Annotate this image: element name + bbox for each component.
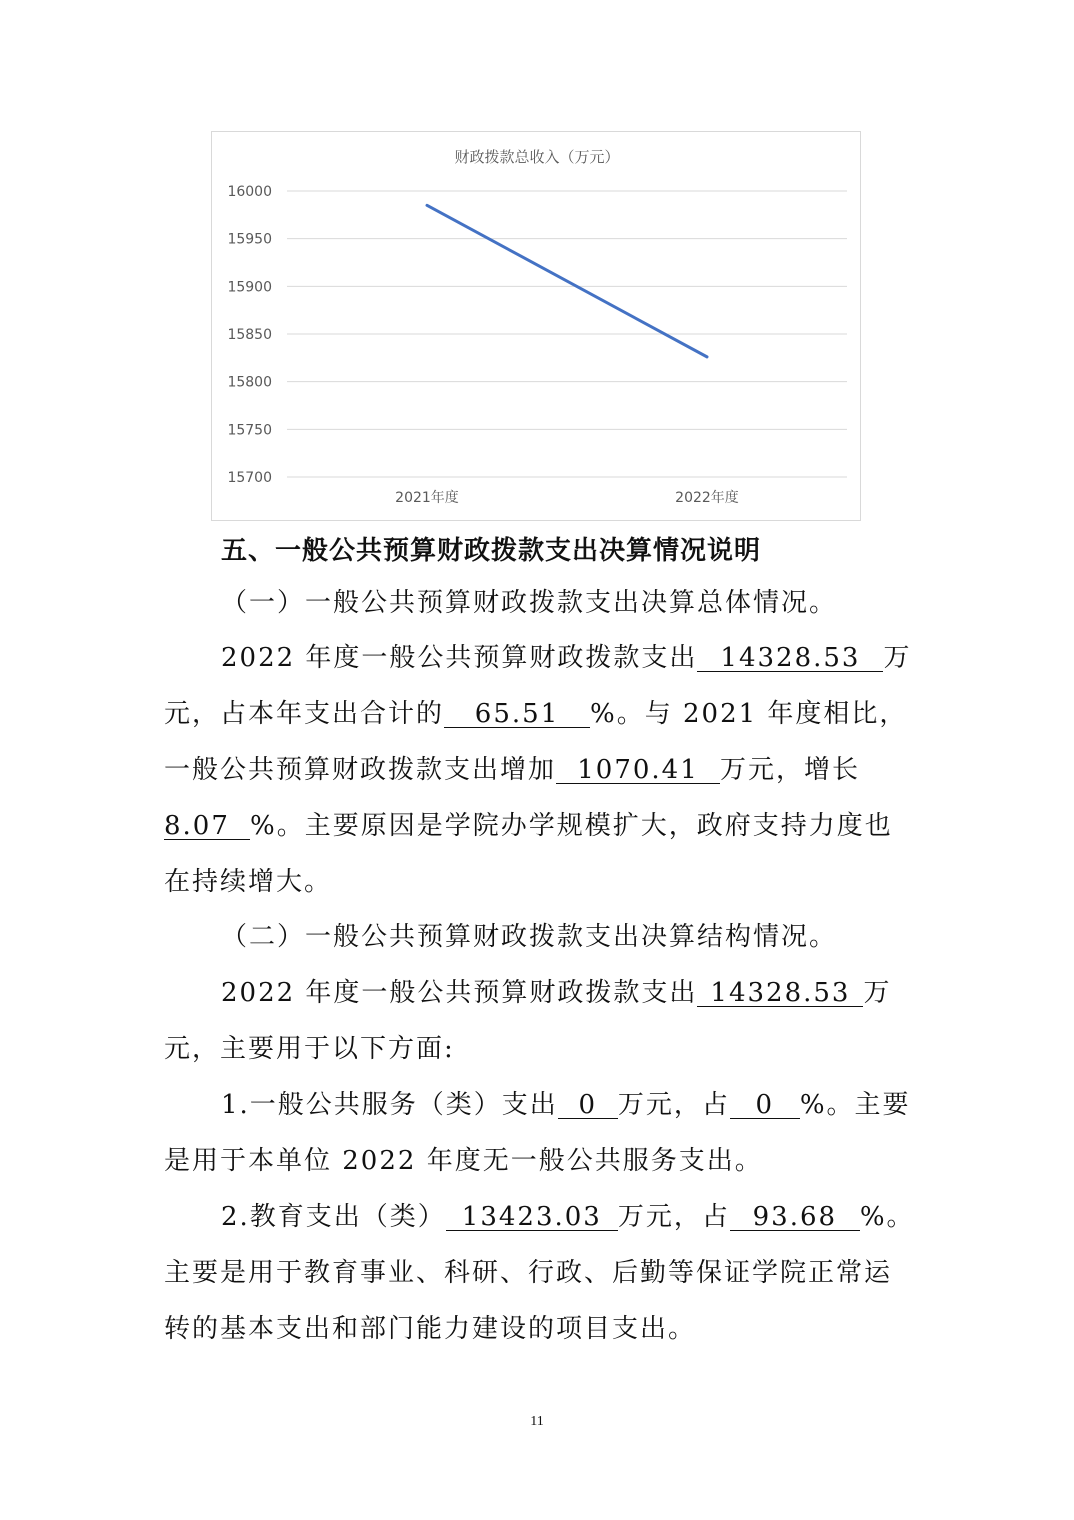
y-tick-label: 15700 (227, 470, 272, 486)
x-tick-label: 2022年度 (675, 490, 739, 506)
value-total-expenditure: 14328.53 (697, 645, 883, 672)
item2-line3: 转的基本支出和部门能力建设的项目支出。 (164, 1314, 697, 1344)
para1-line1 (221, 643, 911, 673)
value-increase: 1070.41 (556, 757, 720, 784)
para1-line5: 在持续增大。 (164, 867, 333, 897)
text: 2022 年度一般公共预算财政拨款支出 (221, 643, 698, 673)
text: %。主要原因是学院办学规模扩大，政府支持力度也 (250, 811, 893, 841)
text: 一般公共预算财政拨款支出增加 (164, 755, 557, 785)
value-education: 13423.03 (446, 1204, 618, 1231)
y-tick-label: 15850 (227, 327, 272, 343)
text: 2.教育支出（类） (221, 1202, 446, 1232)
value-general-service-percent: 0 (730, 1092, 800, 1119)
text: 万元，占 (617, 1090, 730, 1120)
text: %。 (859, 1202, 915, 1232)
para1-line4 (164, 811, 910, 841)
text: 1.一般公共服务（类）支出 (221, 1090, 558, 1120)
para2-line1 (221, 978, 911, 1008)
value-total-expenditure-2: 14328.53 (697, 980, 863, 1007)
y-tick-label: 15900 (227, 279, 272, 296)
item1-line2: 是用于本单位 2022 年度无一般公共服务支出。 (164, 1146, 763, 1176)
item2-line1 (221, 1202, 915, 1232)
subheading-1: （一）一般公共预算财政拨款支出决算总体情况。 (221, 588, 838, 618)
text: %。主要 (799, 1090, 911, 1120)
para1-line2 (164, 699, 910, 729)
text: 万 (863, 978, 892, 1008)
text: %。与 2021 年度相比， (590, 699, 908, 729)
subheading-2: （二）一般公共预算财政拨款支出决算结构情况。 (221, 922, 838, 952)
y-tick-label: 15750 (227, 422, 272, 439)
y-tick-label: 16000 (227, 184, 272, 200)
text: 万元，占 (617, 1202, 730, 1232)
para2-line2: 元，主要用于以下方面: (164, 1034, 455, 1064)
para1-line3 (164, 755, 910, 785)
value-growth-percent: 8.07 (164, 813, 250, 840)
value-education-percent: 93.68 (730, 1204, 860, 1231)
text: 2022 年度一般公共预算财政拨款支出 (221, 978, 698, 1008)
section-heading: 五、一般公共预算财政拨款支出决算情况说明 (221, 536, 762, 566)
item2-line2: 主要是用于教育事业、科研、行政、后勤等保证学院正常运 (164, 1258, 893, 1288)
line-chart (211, 131, 861, 521)
x-tick-label: 2021年度 (395, 490, 459, 506)
value-share-percent: 65.51 (444, 701, 590, 728)
text: 元，占本年支出合计的 (164, 699, 445, 729)
chart-svg (212, 132, 862, 522)
y-tick-label: 15800 (227, 374, 272, 391)
value-general-service: 0 (558, 1092, 618, 1119)
chart-title: 财政拨款总收入（万元） (454, 148, 620, 166)
text: 万元，增长 (720, 755, 861, 785)
text: 万 (883, 643, 912, 673)
page-number: 11 (530, 1414, 544, 1429)
y-tick-label: 15950 (227, 231, 272, 248)
item1-line1 (221, 1090, 911, 1120)
